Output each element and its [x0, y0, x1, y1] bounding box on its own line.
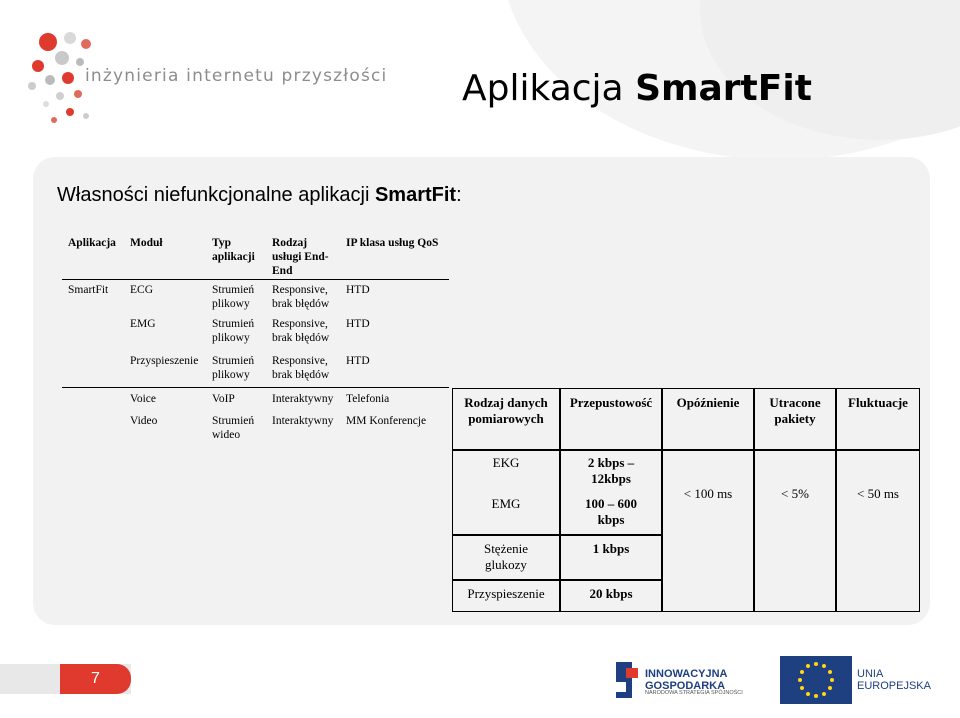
table-divider	[62, 387, 449, 388]
ig-line2: GOSPODARKA	[645, 680, 726, 692]
header-typ: Typ aplikacji	[212, 237, 255, 263]
table-cell: Voice	[130, 393, 156, 405]
table-cell: Interaktywny	[272, 393, 334, 405]
table-cell: 1 kbps	[592, 541, 630, 556]
qos-table	[62, 230, 449, 452]
table-cell: Responsive, brak błędów	[272, 355, 330, 381]
table-cell: EMG	[491, 496, 521, 511]
table-cell: EMG	[130, 318, 156, 330]
packet-loss-value: < 5%	[781, 486, 809, 501]
table-divider	[453, 579, 661, 581]
table-cell: EKG	[492, 455, 520, 470]
table-cell: Telefonia	[346, 393, 390, 405]
eu-flag-icon	[780, 656, 852, 704]
ig-subtitle: NARODOWA STRATEGIA SPÓJNOŚCI	[645, 690, 743, 696]
table-cell: Przyspieszenie	[130, 355, 199, 367]
table-divider	[453, 449, 919, 451]
table-cell: 100 – 600 kbps	[585, 496, 637, 527]
header-rodzaj: Rodzaj usługi End-End	[272, 237, 329, 277]
table-cell: Strumień plikowy	[212, 318, 255, 344]
header-ip-klasa: IP klasa usług QoS	[346, 237, 439, 249]
header-utracone-pakiety: Utracone pakiety	[769, 395, 821, 426]
header-przepustowosc: Przepustowość	[569, 395, 653, 410]
title-normal: Aplikacja	[462, 68, 636, 109]
table-cell: VoIP	[212, 393, 235, 405]
table-divider	[62, 279, 449, 280]
table-cell: Przyspieszenie	[467, 586, 545, 601]
table-cell: Responsive, brak błędów	[272, 318, 330, 344]
subtitle-bold: SmartFit	[374, 184, 457, 206]
subtitle-suffix: :	[456, 184, 462, 206]
table-cell: Strumień wideo	[212, 415, 255, 441]
table-cell: Responsive, brak błędów	[272, 284, 330, 310]
innowacyjna-gospodarka-logo-icon	[612, 660, 642, 700]
delay-value: < 100 ms	[683, 486, 733, 501]
table-cell: ECG	[130, 284, 153, 296]
page-title	[462, 68, 812, 109]
table-divider	[559, 389, 561, 611]
table-cell: Stężenie glukozy	[483, 541, 529, 572]
table-cell: SmartFit	[68, 284, 109, 296]
logo-text: inżynieria internetu przyszłości	[85, 66, 388, 86]
logo	[20, 20, 388, 140]
header-opoznienie: Opóźnienie	[676, 395, 740, 410]
jitter-value: < 50 ms	[856, 486, 899, 501]
eu-line2: EUROPEJSKA	[857, 680, 931, 692]
header-aplikacja: Aplikacja	[68, 237, 116, 249]
table-cell: HTD	[346, 284, 370, 296]
table-cell: 20 kbps	[589, 586, 633, 601]
eu-logo-text	[857, 668, 931, 692]
table-cell: Strumień plikowy	[212, 284, 255, 310]
eu-line1: UNIA	[857, 668, 884, 680]
measurement-table	[452, 388, 920, 612]
header-rodzaj-danych: Rodzaj danych pomiarowych	[464, 395, 548, 426]
subtitle-normal: Własności niefunkcjonalne aplikacji	[57, 184, 375, 206]
header-modul: Moduł	[130, 237, 163, 249]
title-bold: SmartFit	[635, 68, 812, 109]
table-cell: Interaktywny	[272, 415, 334, 427]
ig-logo-text	[645, 668, 728, 692]
subtitle	[57, 184, 462, 207]
table-cell: Video	[130, 415, 158, 427]
table-cell: MM Konferencje	[346, 415, 427, 427]
table-cell: Strumień plikowy	[212, 355, 255, 381]
table-divider	[453, 534, 661, 536]
table-cell: HTD	[346, 355, 370, 367]
ig-line1: INNOWACYJNA	[645, 668, 728, 680]
page-number: 7	[91, 670, 100, 687]
table-cell: HTD	[346, 318, 370, 330]
table-cell: 2 kbps – 12kbps	[587, 455, 635, 486]
header-fluktuacje: Fluktuacje	[848, 395, 908, 410]
